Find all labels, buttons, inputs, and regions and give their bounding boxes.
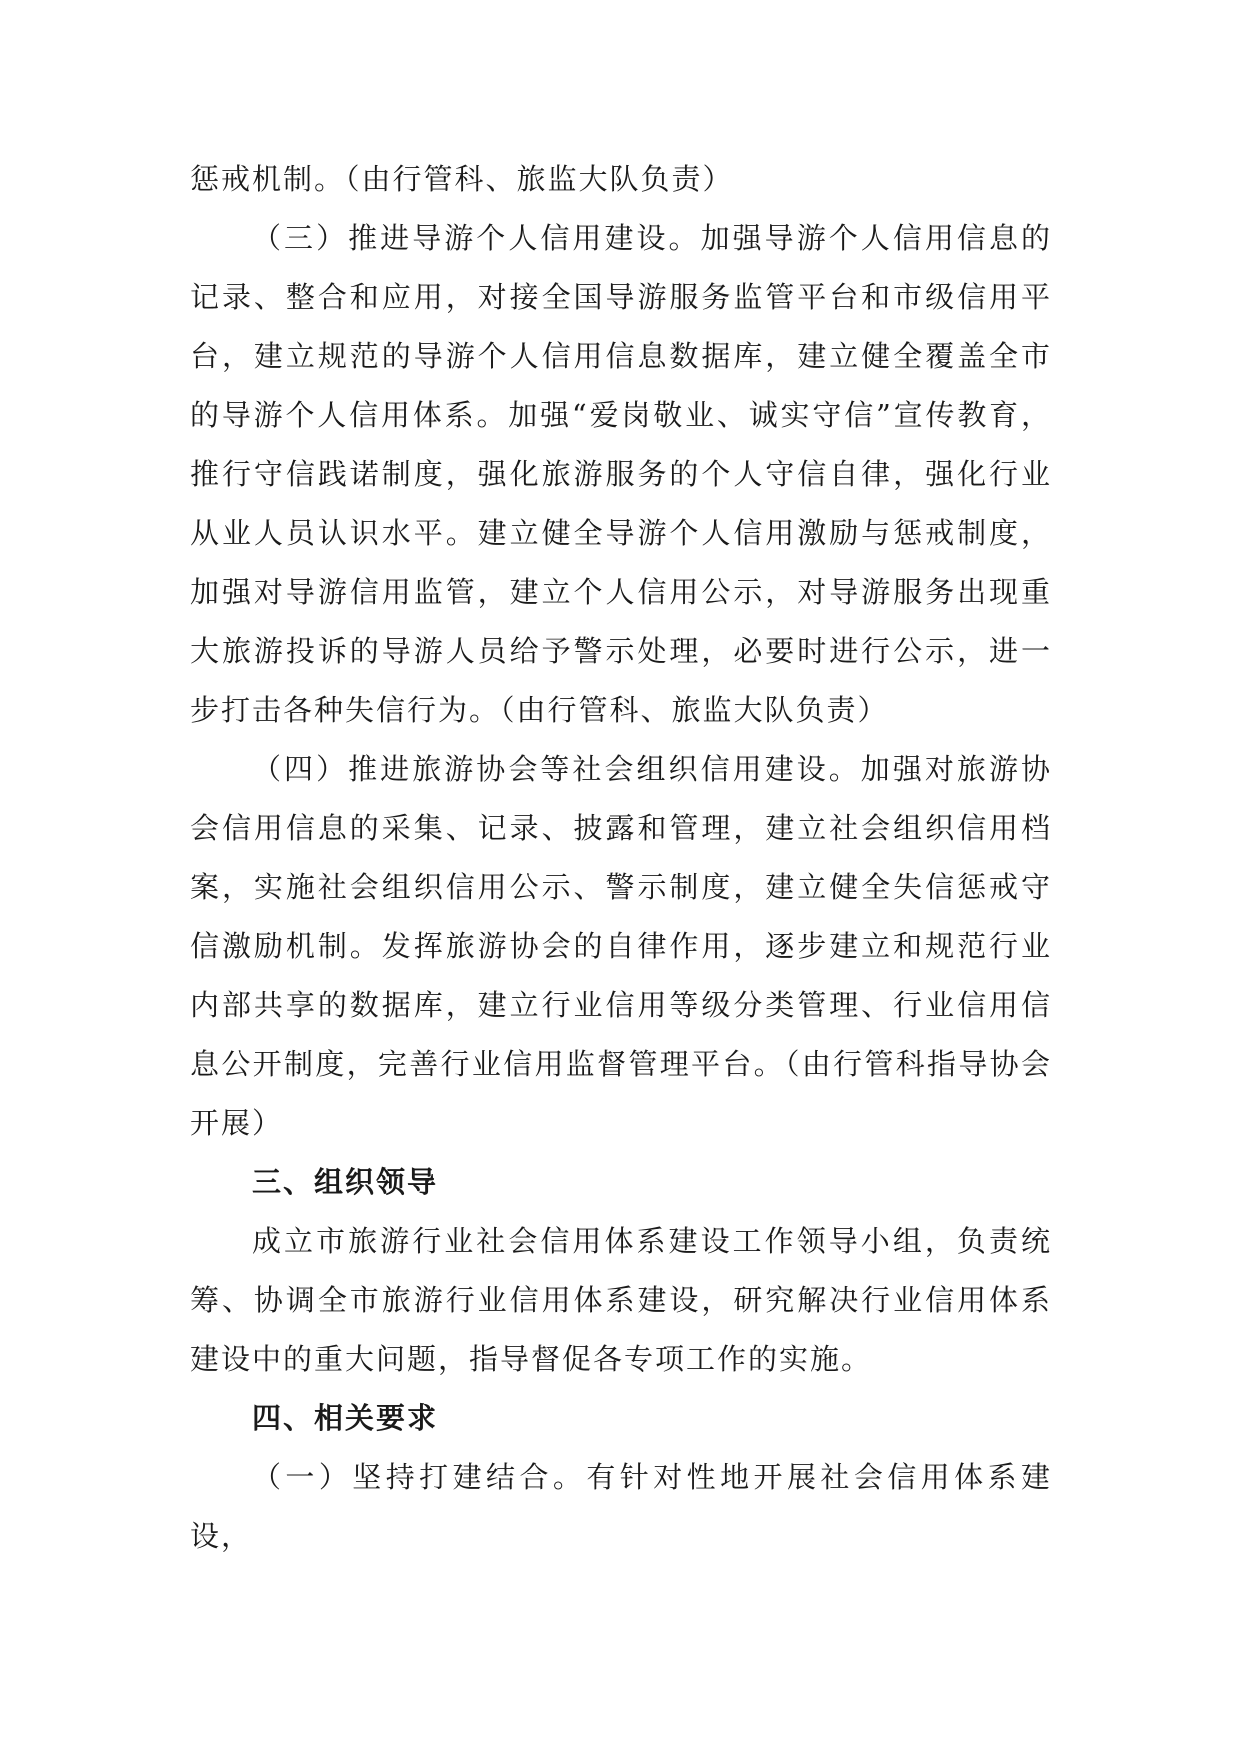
paragraph-leadership-group: 成立市旅游行业社会信用体系建设工作领导小组，负责统筹、协调全市旅游行业信用体系建设，研究解决行业信用体系建设中的重大问题，指导督促各专项工作的实施。: [190, 1224, 1052, 1376]
paragraph-tourism-association-credit: （四）推进旅游协会等社会组织信用建设。加强对旅游协会信用信息的采集、记录、披露和管理，建立社会组织信用档案，实施社会组织信用公示、警示制度，建立健全失信惩戒守信激励机制。发挥旅游协会的自律作用，逐步建立和规范行业内部共享的数据库，建立行业信用等级分类管理、行业信用信息公开制度，完善行业信用监督管理平台。（由行管科指导协会开展）: [190, 752, 1052, 1140]
paragraph-requirement-one: （一）坚持打建结合。有针对性地开展社会信用体系建设，: [190, 1460, 1052, 1553]
paragraph-continuation: 惩戒机制。（由行管科、旅监大队负责）: [190, 162, 734, 196]
paragraph-tour-guide-credit: （三）推进导游个人信用建设。加强导游个人信用信息的记录、整合和应用，对接全国导游服务监管平台和市级信用平台，建立规范的导游个人信用信息数据库，建立健全覆盖全市的导游个人信用体系。加强“爱岗敬业、诚实守信”宣传教育，推行守信践诺制度，强化旅游服务的个人守信自律，强化行业从业人员认识水平。建立健全导游个人信用激励与惩戒制度，加强对导游信用监管，建立个人信用公示，对导游服务出现重大旅游投诉的导游人员给予警示处理，必要时进行公示，进一步打击各种失信行为。（由行管科、旅监大队负责）: [190, 221, 1052, 727]
section-heading-requirements: 四、相关要求: [252, 1401, 439, 1435]
document-body: [190, 150, 1052, 1566]
section-heading-organization: 三、组织领导: [252, 1165, 439, 1199]
